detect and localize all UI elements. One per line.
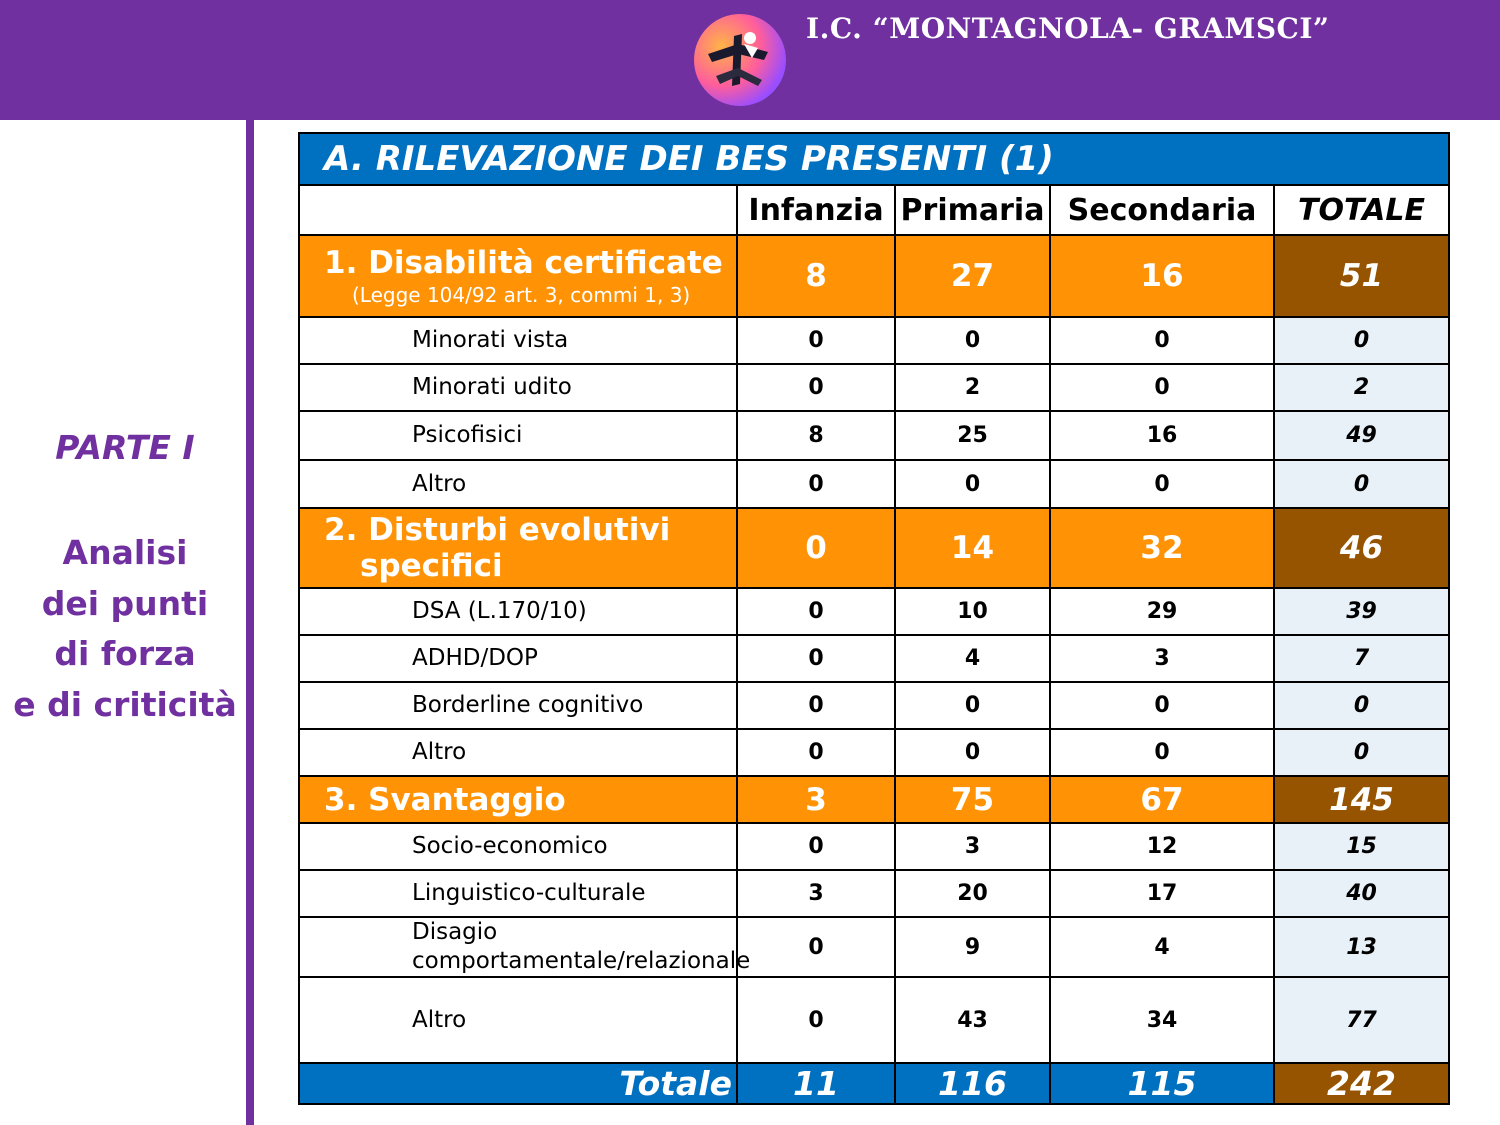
label-text: Altro [412,739,467,765]
infanzia-value: 8 [737,235,895,317]
primaria-value: 0 [895,682,1050,729]
table-row [299,317,1449,364]
row-label [299,917,751,977]
totale-value: 145 [1274,776,1449,823]
primaria-value: 3 [895,823,1050,870]
label-text: 1. Disabilità certificate [324,245,723,281]
total-primaria: 116 [895,1063,1050,1104]
row-label [299,364,737,411]
label-text-line2: comportamentale/relazionale [412,948,751,974]
row-label [299,823,737,870]
total-label: Totale [299,1063,737,1104]
secondaria-value: 32 [1050,508,1274,588]
infanzia-value: 8 [737,411,895,460]
table-row [299,870,1449,917]
primaria-value: 43 [895,977,1050,1063]
analisi-label [0,528,250,730]
row-label [299,635,737,682]
primaria-value: 20 [895,870,1050,917]
secondaria-value: 16 [1050,235,1274,317]
totale-value: 49 [1274,411,1449,460]
label-text: 2. Disturbi evolutivi [324,512,671,548]
secondaria-value: 4 [1050,917,1274,977]
table-row [299,729,1449,776]
label-text: Socio-economico [412,833,608,859]
label-text: Altro [412,470,467,497]
infanzia-value: 3 [737,776,895,823]
col-totale: TOTALE [1274,185,1449,235]
primaria-value: 14 [895,508,1050,588]
table-row [299,682,1449,729]
table-row [299,823,1449,870]
category-row [299,235,1449,317]
label-text: DSA (L.170/10) [412,598,587,624]
totale-value: 0 [1274,460,1449,508]
secondaria-value: 0 [1050,729,1274,776]
infanzia-value: 0 [737,508,895,588]
primaria-value: 0 [895,317,1050,364]
secondaria-value: 0 [1050,682,1274,729]
row-label [299,729,737,776]
row-label [299,682,737,729]
infanzia-value: 0 [737,364,895,411]
school-name: I.C. “MONTAGNOLA- GRAMSCI” [806,12,1330,45]
secondaria-value: 67 [1050,776,1274,823]
secondaria-value: 29 [1050,588,1274,635]
primaria-value: 27 [895,235,1050,317]
parte-label: PARTE I [55,428,195,467]
primaria-value: 75 [895,776,1050,823]
analisi-line: dei punti [41,583,209,623]
table-row [299,411,1449,460]
label-text: Linguistico-culturale [412,880,646,906]
secondaria-value: 17 [1050,870,1274,917]
infanzia-value: 0 [737,460,895,508]
totale-value: 39 [1274,588,1449,635]
table-row [299,460,1449,508]
totale-value: 77 [1274,977,1449,1063]
table-row [299,917,1449,977]
label-text: Minorati vista [412,327,569,353]
table-row [299,635,1449,682]
totale-value: 2 [1274,364,1449,411]
col-primaria: Primaria [895,185,1050,235]
label-text: ADHD/DOP [412,645,538,671]
total-infanzia: 11 [737,1063,895,1104]
primaria-value: 9 [895,917,1050,977]
infanzia-value: 0 [737,823,895,870]
total-secondaria: 115 [1050,1063,1274,1104]
row-label [299,588,737,635]
analisi-line: di forza [54,634,196,673]
secondaria-value: 12 [1050,823,1274,870]
infanzia-value: 0 [737,588,895,635]
total-totale: 242 [1274,1063,1449,1104]
infanzia-value: 0 [737,917,895,977]
primaria-value: 0 [895,460,1050,508]
total-row [299,1063,1449,1104]
primaria-value: 25 [895,411,1050,460]
totale-value: 0 [1274,682,1449,729]
totale-value: 46 [1274,508,1449,588]
row-label [299,460,737,508]
totale-value: 0 [1274,729,1449,776]
label-text: Disagio [412,919,498,945]
infanzia-value: 0 [737,635,895,682]
primaria-value: 2 [895,364,1050,411]
table-row [299,364,1449,411]
totale-value: 40 [1274,870,1449,917]
label-text: Minorati udito [412,374,572,400]
category-label [299,508,737,588]
analisi-line: Analisi [62,533,188,572]
secondaria-value: 3 [1050,635,1274,682]
infanzia-value: 0 [737,682,895,729]
totale-value: 0 [1274,317,1449,364]
totale-value: 15 [1274,823,1449,870]
row-label [299,977,737,1063]
totale-value: 13 [1274,917,1449,977]
label-text-line2: specifici [360,548,503,584]
row-label [299,317,737,364]
table-row [299,588,1449,635]
primaria-value: 4 [895,635,1050,682]
label-text: Psicofisici [412,422,523,448]
col-infanzia: Infanzia [737,185,895,235]
category-sublabel: (Legge 104/92 art. 3, commi 1, 3) [352,283,691,307]
category-label [299,235,737,317]
analisi-line: e di criticità [13,684,237,724]
secondaria-value: 16 [1050,411,1274,460]
secondaria-value: 0 [1050,364,1274,411]
infanzia-value: 3 [737,870,895,917]
infanzia-value: 0 [737,729,895,776]
col-secondaria: Secondaria [1050,185,1274,235]
table-row [299,977,1449,1063]
category-label [299,776,737,823]
secondaria-value: 34 [1050,977,1274,1063]
primaria-value: 0 [895,729,1050,776]
category-row [299,776,1449,823]
table-title-row [299,133,1449,185]
header-bar [0,0,1500,120]
header-empty-cell [299,185,737,235]
category-row [299,508,1449,588]
column-header-row [299,185,1449,235]
totale-value: 51 [1274,235,1449,317]
infanzia-value: 0 [737,977,895,1063]
label-text: Borderline cognitivo [412,692,644,718]
school-logo-icon [694,14,786,106]
table-title: A. RILEVAZIONE DEI BES PRESENTI (1) [299,133,1449,185]
row-label [299,870,737,917]
bes-table [298,132,1450,1105]
label-text: 3. Svantaggio [324,781,566,818]
infanzia-value: 0 [737,317,895,364]
totale-value: 7 [1274,635,1449,682]
secondaria-value: 0 [1050,317,1274,364]
secondaria-value: 0 [1050,460,1274,508]
label-text: Altro [412,1006,467,1033]
row-label [299,411,737,460]
primaria-value: 10 [895,588,1050,635]
